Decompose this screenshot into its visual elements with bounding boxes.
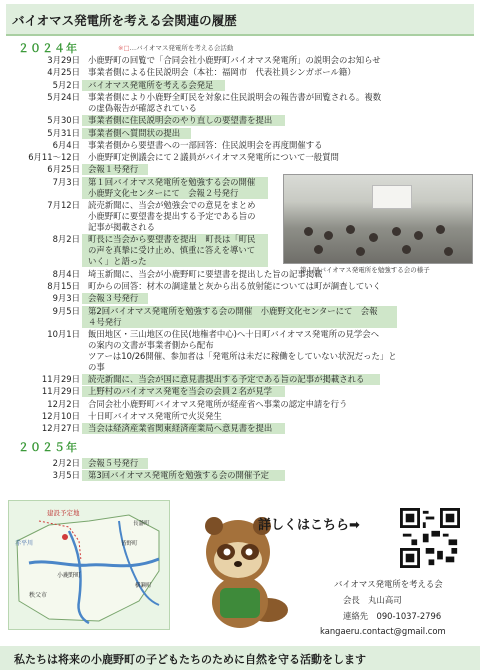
projector-screen <box>372 185 412 209</box>
qr-code[interactable] <box>400 508 460 568</box>
event-text: 会報３号発行 <box>88 293 139 304</box>
event-date: 6月4日 <box>52 139 80 150</box>
audience-member <box>346 225 355 234</box>
event-date: 12月27日 <box>41 423 80 434</box>
event-text: 会報５号発行 <box>88 458 139 468</box>
map-label-river: 赤平川 <box>15 540 34 547</box>
photo-caption: 第１回バイオマス発電所を勉強する会の様子 <box>300 266 430 274</box>
event-text: 上野村のバイオマス発電を当会の会員２名が見学 <box>88 386 272 397</box>
event-text-continued: の案内の文書が事業者側から配布 <box>88 339 214 350</box>
event-date: 6月25日 <box>47 164 80 175</box>
page-title: バイオマス発電所を考える会関連の履歴 <box>12 13 237 28</box>
year-heading-2025: ２０２５年 <box>18 441 78 454</box>
event-text: 第１回バイオマス発電所を勉強する会の開催 <box>88 176 256 187</box>
event-text: 事業者側により小鹿野全町民を対象に住民説明会の報告書が回覧される。複数 <box>88 91 382 102</box>
event-date: 5月2日 <box>52 79 80 90</box>
event-text-continued: いく」と語った <box>88 256 147 267</box>
legend <box>118 43 233 52</box>
event-text: 事業者側へ質問状の提出 <box>88 127 181 138</box>
audience-member <box>444 247 453 256</box>
event-text: 飯田地区・三山地区の住民(地権者中心)へ十日町バイオマス発電所の見学会へ <box>88 328 380 339</box>
header-banner <box>6 4 474 36</box>
event-date: 5月31日 <box>47 127 80 138</box>
event-date: 11月29日 <box>41 386 80 397</box>
audience-member <box>369 233 378 242</box>
event-date: 5月24日 <box>47 91 80 102</box>
event-text-continued: の声を真摯に受け止め、慎重に答えを導いて <box>88 245 256 256</box>
org-leader: 会長 丸山高司 <box>343 595 402 605</box>
audience-member <box>304 227 313 236</box>
audience-member <box>414 231 423 240</box>
event-text: 会報１号発行 <box>88 164 139 175</box>
audience-member <box>324 231 333 240</box>
audience-member <box>436 225 445 234</box>
event-text: 事業者側に住民説明会のやり直しの要望書を提出 <box>88 115 273 126</box>
event-text: 町長に当会から要望書を提出 町長は「町民 <box>88 234 256 245</box>
event-text: 町からの回答：材木の調達量と灰から出る放射能については町が調査していく <box>88 280 381 291</box>
org-name: バイオマス発電所を考える会 <box>334 579 443 589</box>
event-text-continued: 小鹿野文化センターにて 会報２号発行 <box>88 187 239 198</box>
event-text-continued: の事 <box>88 361 105 372</box>
audience-member <box>402 245 411 254</box>
event-text: 十日町バイオマス発電所で火災発生 <box>88 411 222 421</box>
footer-message: 私たちは将来の小鹿野町の子どもたちのために自然を守る活動をします <box>14 653 366 666</box>
map-label-yokoze: 横瀬町 <box>135 583 152 589</box>
audience-member <box>356 247 365 256</box>
event-date: 11月29日 <box>41 374 80 385</box>
audience-member <box>314 245 323 254</box>
event-date: 3月29日 <box>47 55 80 65</box>
event-text-continued: 小鹿野町に要望書を提出する予定である旨の <box>88 211 256 221</box>
event-text: 事業者側による住民説明会（本社：福岡市 代表社員シンガポール籍） <box>88 67 356 78</box>
map-label-chichibu: 秩父市 <box>29 592 48 599</box>
event-date: 9月3日 <box>52 293 80 304</box>
event-text: 埼玉新聞に、当会が小鹿野町に要望書を提出した旨の記事掲載 <box>88 268 323 279</box>
audience-member <box>392 227 401 236</box>
event-text-continued: 記事が掲載される <box>88 222 155 232</box>
event-date: 7月3日 <box>52 176 80 187</box>
event-text: 第2回バイオマス発電所を勉強する会の開催 小鹿野文化センターにて 会報 <box>88 305 378 316</box>
event-date: 8月2日 <box>52 234 80 245</box>
event-date: 5月30日 <box>47 115 80 126</box>
event-date: 12月2日 <box>47 398 80 409</box>
more-info-link[interactable]: 詳しくはこちら➡ <box>258 518 360 533</box>
event-text: 小鹿野町定例議会にて２議員がバイオマス発電所について一般質問 <box>88 152 339 163</box>
event-date: 2月2日 <box>52 458 80 468</box>
map-label-minano: 皆野町 <box>121 541 138 547</box>
org-email[interactable]: kangaeru.contact@gmail.com <box>320 626 446 636</box>
event-text: 読売新聞に、当会が勉強会での意見をまとめ <box>88 200 256 210</box>
event-date: 9月5日 <box>52 305 80 316</box>
event-text: 事業者側から要望書への一部回答：住民説明会を再度開催する <box>88 139 323 150</box>
map-graphic <box>9 501 169 629</box>
event-date: 7月12日 <box>47 200 80 210</box>
event-date: 8月4日 <box>52 268 80 279</box>
meeting-photo <box>283 174 473 264</box>
event-text: 小鹿野町の回覧で「合同会社小鹿野町バイオマス発電所」の説明会のお知らせ <box>88 55 381 65</box>
legend-text: …バイオマス発電所を考える会活動 <box>129 44 234 52</box>
year-heading-2024: ２０２４年 <box>18 42 78 55</box>
event-text-continued: ツアーは10/26開催、参加者は「発電所は未だに稼働をしていない状況だった」と <box>88 350 397 361</box>
event-date: 4月25日 <box>47 67 80 78</box>
event-text: バイオマス発電所を考える会発足 <box>88 79 214 90</box>
event-text: 合同会社小鹿野町バイオマス発電所が経産省へ事業の認定申請を行う <box>88 398 348 409</box>
event-date: 12月10日 <box>41 411 80 421</box>
org-phone: 連絡先 090-1037-2796 <box>343 611 442 621</box>
event-date: 6月11〜12日 <box>28 152 80 163</box>
area-map <box>8 500 170 630</box>
footer-banner <box>0 646 480 670</box>
event-date: 8月15日 <box>47 280 80 291</box>
map-label-town: 小鹿野町 <box>57 572 82 579</box>
event-text: 読売新聞に、当会が国に意見書提出する予定である旨の記事が掲載される <box>88 374 365 385</box>
map-label-nagatoro: 長瀞町 <box>133 521 150 527</box>
event-text: 当会は経済産業省関東経済産業局へ意見書を提出 <box>88 423 273 434</box>
map-site-label: 建設予定地 <box>47 509 80 517</box>
event-text: 第3回バイオマス発電所を勉強する会の開催予定 <box>88 470 269 481</box>
event-date: 3月5日 <box>52 470 80 481</box>
event-text-continued: の虚偽報告が確認されている <box>88 102 197 113</box>
event-date: 10月1日 <box>47 328 80 339</box>
event-text-continued: ４号発行 <box>88 316 122 327</box>
legend-mark: ※□ <box>118 44 130 52</box>
